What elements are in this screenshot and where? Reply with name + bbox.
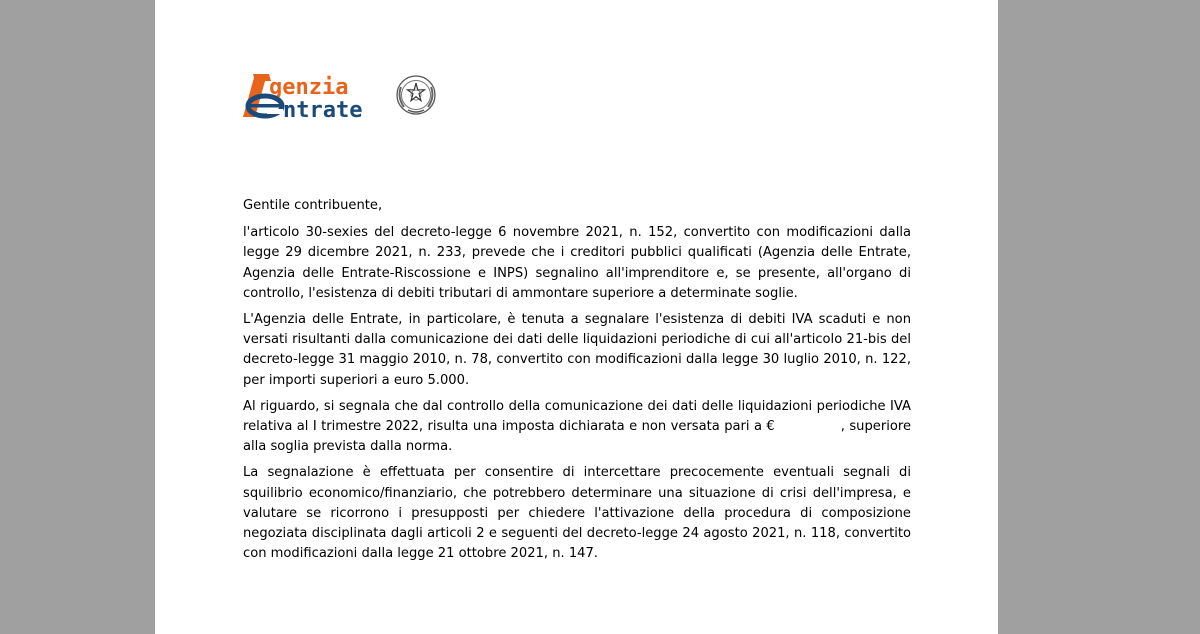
document-page xyxy=(155,0,998,634)
italian-republic-emblem-icon xyxy=(397,76,435,114)
paragraph-purpose: La segnalazione è effettuata per consentire di intercettare precocemente eventuali segnali di squilibrio economico/finanziario, che potrebbero determinare una situazione di crisi dell'impresa, e valutare se ricorrono i presupposti per chiedere l'attivazione della procedura di composizione negoziata disciplinata dagli articoli 2 e seguenti del decreto-legge 24 agosto 2021, n. 118, convertito con modificazioni dalla legge 21 ottobre 2021, n. 147. xyxy=(243,465,911,562)
letter-body xyxy=(243,196,911,570)
paragraph-legal-basis: l'articolo 30-sexies del decreto-legge 6 novembre 2021, n. 152, convertito con modificazioni dalla legge 29 dicembre 2021, n. 233, prevede che i creditori pubblici qualificati (Agenzia delle Entrate, Agenzia delle Entrate-Riscossione e INPS) segnalino all'imprenditore e, se presente, all'organo di controllo, l'esistenza di debiti tributari di ammontare superiore a determinate soglie. xyxy=(243,225,911,301)
paragraph-vat-obligation: L'Agenzia delle Entrate, in particolare, è tenuta a segnalare l'esistenza di debiti IVA scaduti e non versati risultanti dalla comunicazione dei dati delle liquidazioni periodiche di cui all'articolo 21-bis del decreto-legge 31 maggio 2010, n. 78, convertito con modificazioni dalla legge 30 luglio 2010, n. 122, per importi superiori a euro 5.000. xyxy=(243,312,911,388)
paragraph-vat-finding-start: Al riguardo, si segnala che dal controllo della comunicazione dei dati delle liquidazioni periodiche IVA relativa al I trimestre 2022, risulta una imposta dichiarata e non versata pari a € xyxy=(243,398,911,435)
agenzia-entrate-logo xyxy=(241,71,441,123)
salutation: Gentile contribuente, xyxy=(243,198,383,213)
paragraph-vat-finding xyxy=(243,397,911,458)
logo-line1: genzia xyxy=(269,75,349,100)
paragraph-vat-finding-end: , superiore alla soglia prevista dalla norma. xyxy=(243,419,911,455)
logo-line2: ntrate xyxy=(283,98,363,123)
